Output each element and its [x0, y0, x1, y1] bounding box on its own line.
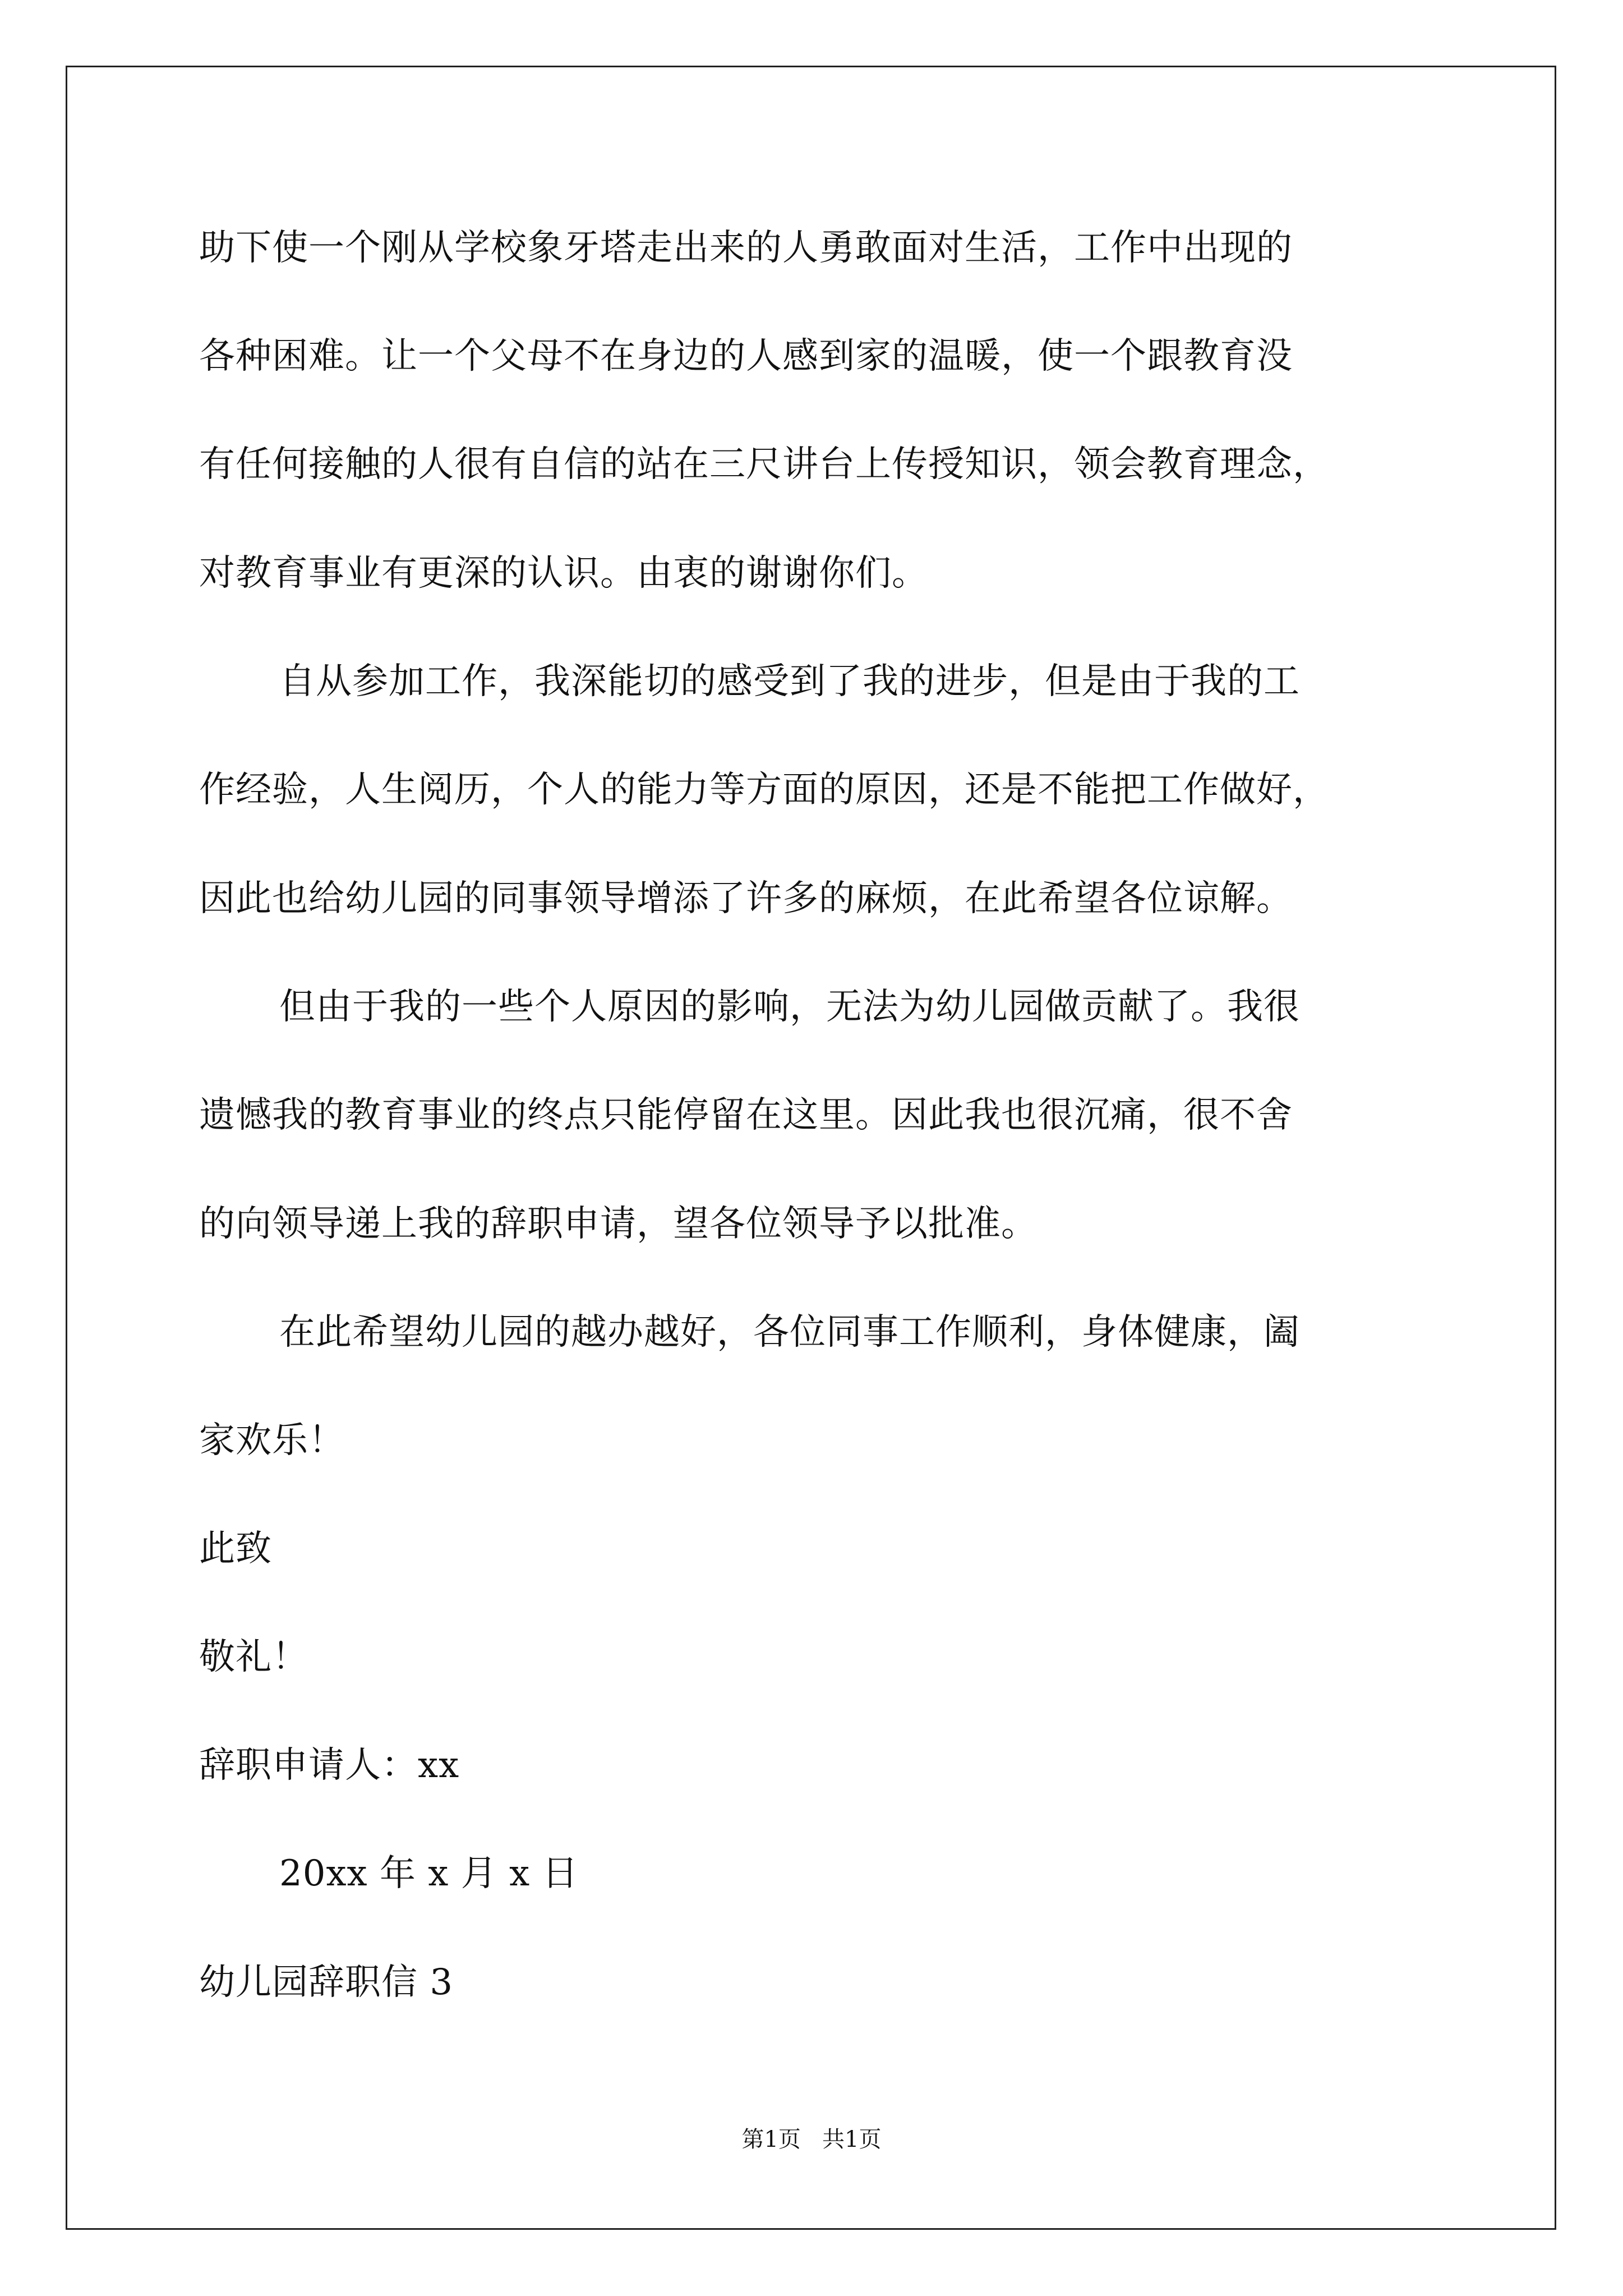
date-line: 20xx 年 x 月 x 日	[279, 1853, 579, 1894]
paragraph-first-line: 但由于我的一些个人原因的影响，无法为幼儿园做贡献了。我很	[279, 986, 1300, 1028]
body-line: 的向领导递上我的辞职申请，望各位领导予以批准。	[199, 1203, 1038, 1245]
body-line: 各种困难。让一个父母不在身边的人感到家的温暖，使一个跟教育没	[199, 335, 1293, 377]
body-line: 助下使一个刚从学校象牙塔走出来的人勇敢面对生活，工作中出现的	[199, 227, 1293, 269]
body-line: 家欢乐！	[199, 1420, 345, 1461]
paragraph-first-line: 在此希望幼儿园的越办越好，各位同事工作顺利，身体健康，阖	[279, 1312, 1300, 1353]
signature-line: 辞职申请人：xx	[199, 1745, 460, 1786]
body-line: 因此也给幼儿园的同事领导增添了许多的麻烦，在此希望各位谅解。	[199, 878, 1293, 919]
body-line: 作经验，人生阅历，个人的能力等方面的原因，还是不能把工作做好，	[199, 769, 1329, 811]
closing-line: 此致	[199, 1528, 272, 1570]
page-footer: 第1页 共1页	[741, 2127, 882, 2152]
body-line: 对教育事业有更深的认识。由衷的谢谢你们。	[199, 553, 928, 594]
page-border	[66, 66, 1556, 2230]
salutation-line: 敬礼！	[199, 1636, 308, 1678]
body-line: 遗憾我的教育事业的终点只能停留在这里。因此我也很沉痛，很不舍	[199, 1094, 1293, 1136]
section-heading: 幼儿园辞职信 3	[199, 1962, 454, 2003]
body-line: 有任何接触的人很有自信的站在三尺讲台上传授知识，领会教育理念，	[199, 444, 1329, 485]
paragraph-first-line: 自从参加工作，我深能切的感受到了我的进步，但是由于我的工	[279, 661, 1300, 702]
